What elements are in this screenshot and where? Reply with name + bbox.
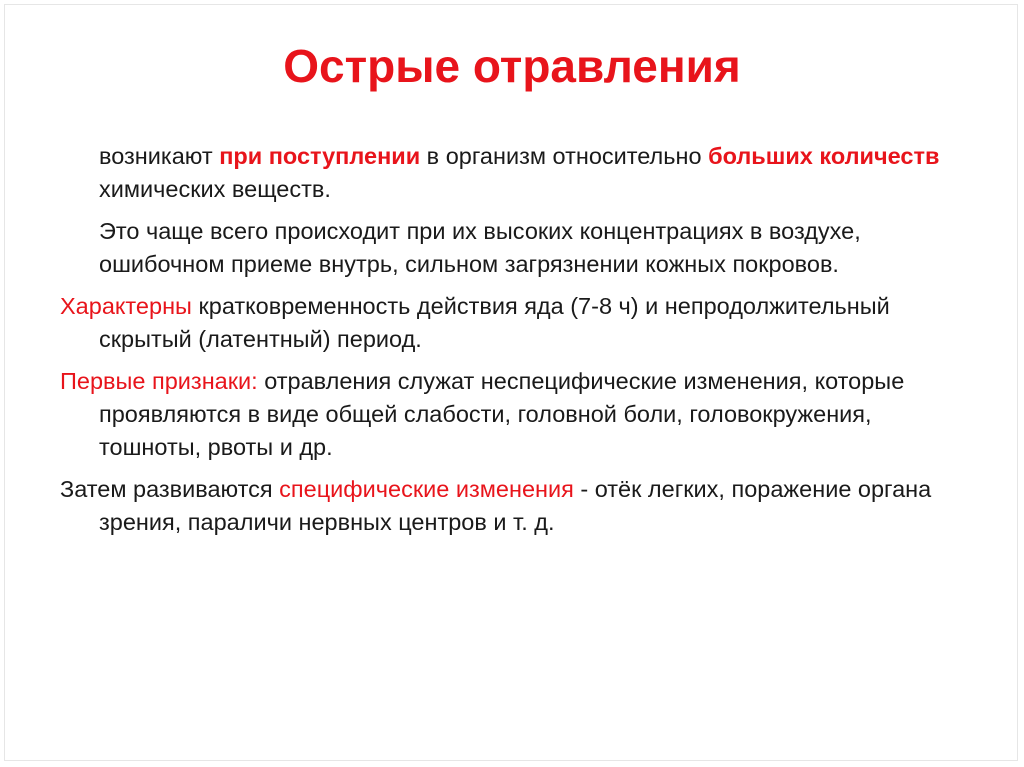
paragraph-first-signs bbox=[60, 365, 960, 464]
highlight-large-amounts: больших количеств bbox=[708, 143, 940, 169]
text-segment: отравления служат неспецифические изменения, которые проявляются в виде общей слабости, головной боли, головокружения, тошноты, рвоты и др. bbox=[99, 368, 905, 460]
text-segment: химических веществ. bbox=[99, 176, 331, 202]
text-segment: Затем развиваются bbox=[60, 476, 280, 502]
text-segment: - отёк легких, поражение органа зрения, параличи нервных центров и т. д. bbox=[99, 476, 932, 535]
slide-title: Острые отравления bbox=[283, 40, 741, 92]
text-segment: в организм относительно bbox=[420, 143, 709, 169]
label-specific-changes: специфические изменения bbox=[279, 476, 574, 502]
text-segment: возникают bbox=[99, 143, 220, 169]
highlight-intake: при поступлении bbox=[219, 143, 421, 169]
paragraph-occurrence bbox=[60, 140, 960, 206]
label-first-signs: Первые признаки: bbox=[60, 368, 258, 394]
paragraph-characteristics bbox=[60, 290, 960, 356]
label-characteristic: Характерны bbox=[60, 293, 192, 319]
slide-body bbox=[60, 140, 960, 548]
paragraph-specific-changes bbox=[60, 473, 960, 539]
paragraph-causes bbox=[60, 215, 960, 281]
text-segment: Это чаще всего происходит при их высоких концентрациях в воздухе, ошибочном приеме внутрь, сильном загрязнении кожных покровов. bbox=[99, 218, 861, 277]
text-segment: кратковременность действия яда (7-8 ч) и непродолжительный скрытый (латентный) период. bbox=[99, 293, 890, 352]
